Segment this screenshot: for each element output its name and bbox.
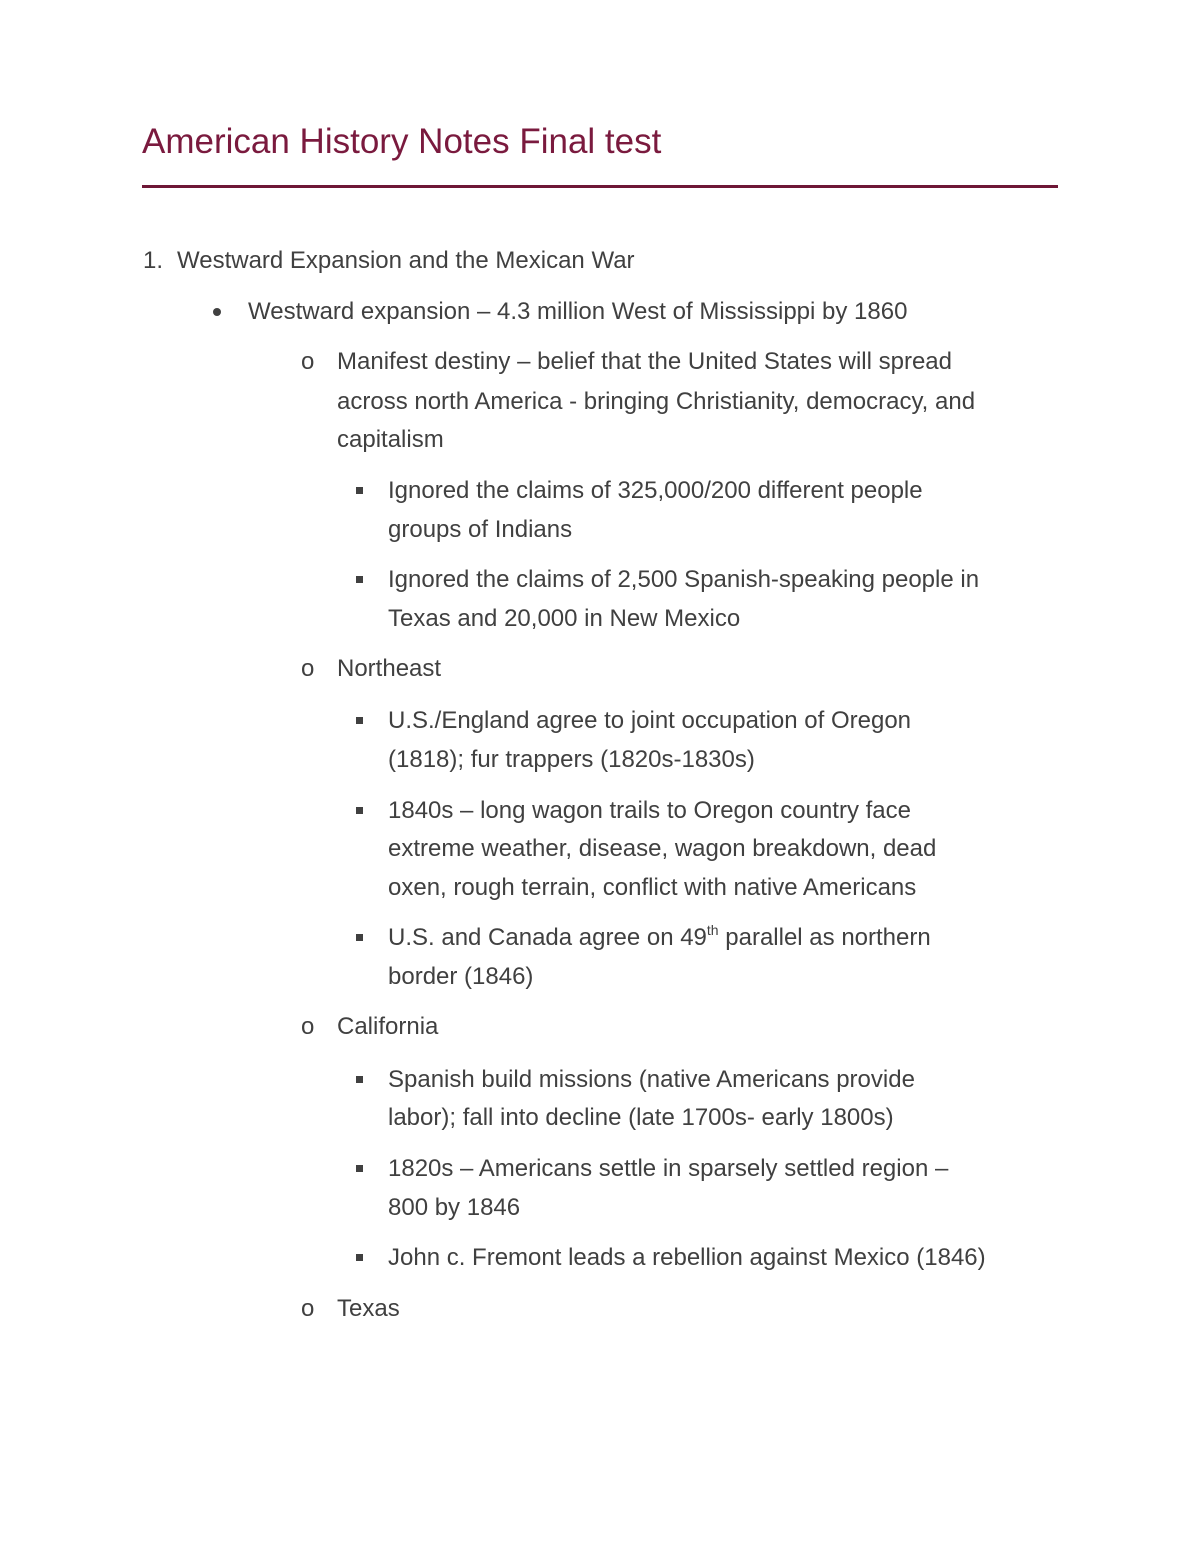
list-item-text <box>388 923 931 953</box>
square-bullet-icon <box>356 1076 363 1083</box>
section-heading: Westward Expansion and the Mexican War <box>177 247 635 274</box>
list-item-text: labor); fall into decline (late 1700s- early 1800s) <box>388 1104 894 1131</box>
sub-bullet-marker: o <box>301 348 315 375</box>
sub-bullet-text: California <box>337 1013 439 1040</box>
square-bullet-icon <box>356 576 363 583</box>
list-item-text: 1820s – Americans settle in sparsely settled region – <box>388 1155 949 1182</box>
list-item-text-part: U.S. and Canada agree on 49 <box>388 924 707 951</box>
sub-bullet-text: Northeast <box>337 655 442 682</box>
list-item-text: Texas and 20,000 in New Mexico <box>388 605 741 632</box>
sub-bullet-marker: o <box>301 1295 315 1322</box>
list-item-text: 800 by 1846 <box>388 1194 521 1221</box>
list-item-text: border (1846) <box>388 963 534 990</box>
document-title: American History Notes Final test <box>142 122 662 161</box>
list-item-text: oxen, rough terrain, conflict with native Americans <box>388 874 917 901</box>
list-item-text: (1818); fur trappers (1820s-1830s) <box>388 746 755 773</box>
square-bullet-icon <box>356 717 363 724</box>
sub-bullet-marker: o <box>301 1013 315 1040</box>
square-bullet-icon <box>356 934 363 941</box>
square-bullet-icon <box>356 487 363 494</box>
list-item-text-part: parallel as northern <box>718 924 931 951</box>
ordinal-suffix: th <box>706 922 719 938</box>
square-bullet-icon <box>356 1165 363 1172</box>
square-bullet-icon <box>356 807 363 814</box>
sub-bullet-marker: o <box>301 655 315 682</box>
list-item-text: extreme weather, disease, wagon breakdown, dead <box>388 835 937 862</box>
square-bullet-icon <box>356 1254 363 1261</box>
bullet-dot-icon <box>213 308 221 316</box>
list-item-text: John c. Fremont leads a rebellion against Mexico (1846) <box>388 1244 986 1271</box>
sub-bullet-text: Manifest destiny – belief that the United States will spread <box>337 348 952 375</box>
list-item-text: groups of Indians <box>388 516 573 543</box>
list-item-text: U.S./England agree to joint occupation of Oregon <box>388 707 912 734</box>
list-item-text: 1840s – long wagon trails to Oregon country face <box>388 797 911 824</box>
list-item-text: Spanish build missions (native Americans provide <box>388 1066 915 1093</box>
bullet-text: Westward expansion – 4.3 million West of Mississippi by 1860 <box>248 298 908 325</box>
list-item-text: Ignored the claims of 2,500 Spanish-speaking people in <box>388 566 980 593</box>
list-number: 1. <box>143 247 164 274</box>
sub-bullet-text: capitalism <box>337 426 444 453</box>
title-divider <box>142 185 1058 188</box>
sub-bullet-text: across north America - bringing Christianity, democracy, and <box>337 388 976 415</box>
list-item-text: Ignored the claims of 325,000/200 different people <box>388 477 923 504</box>
sub-bullet-text: Texas <box>337 1295 400 1322</box>
